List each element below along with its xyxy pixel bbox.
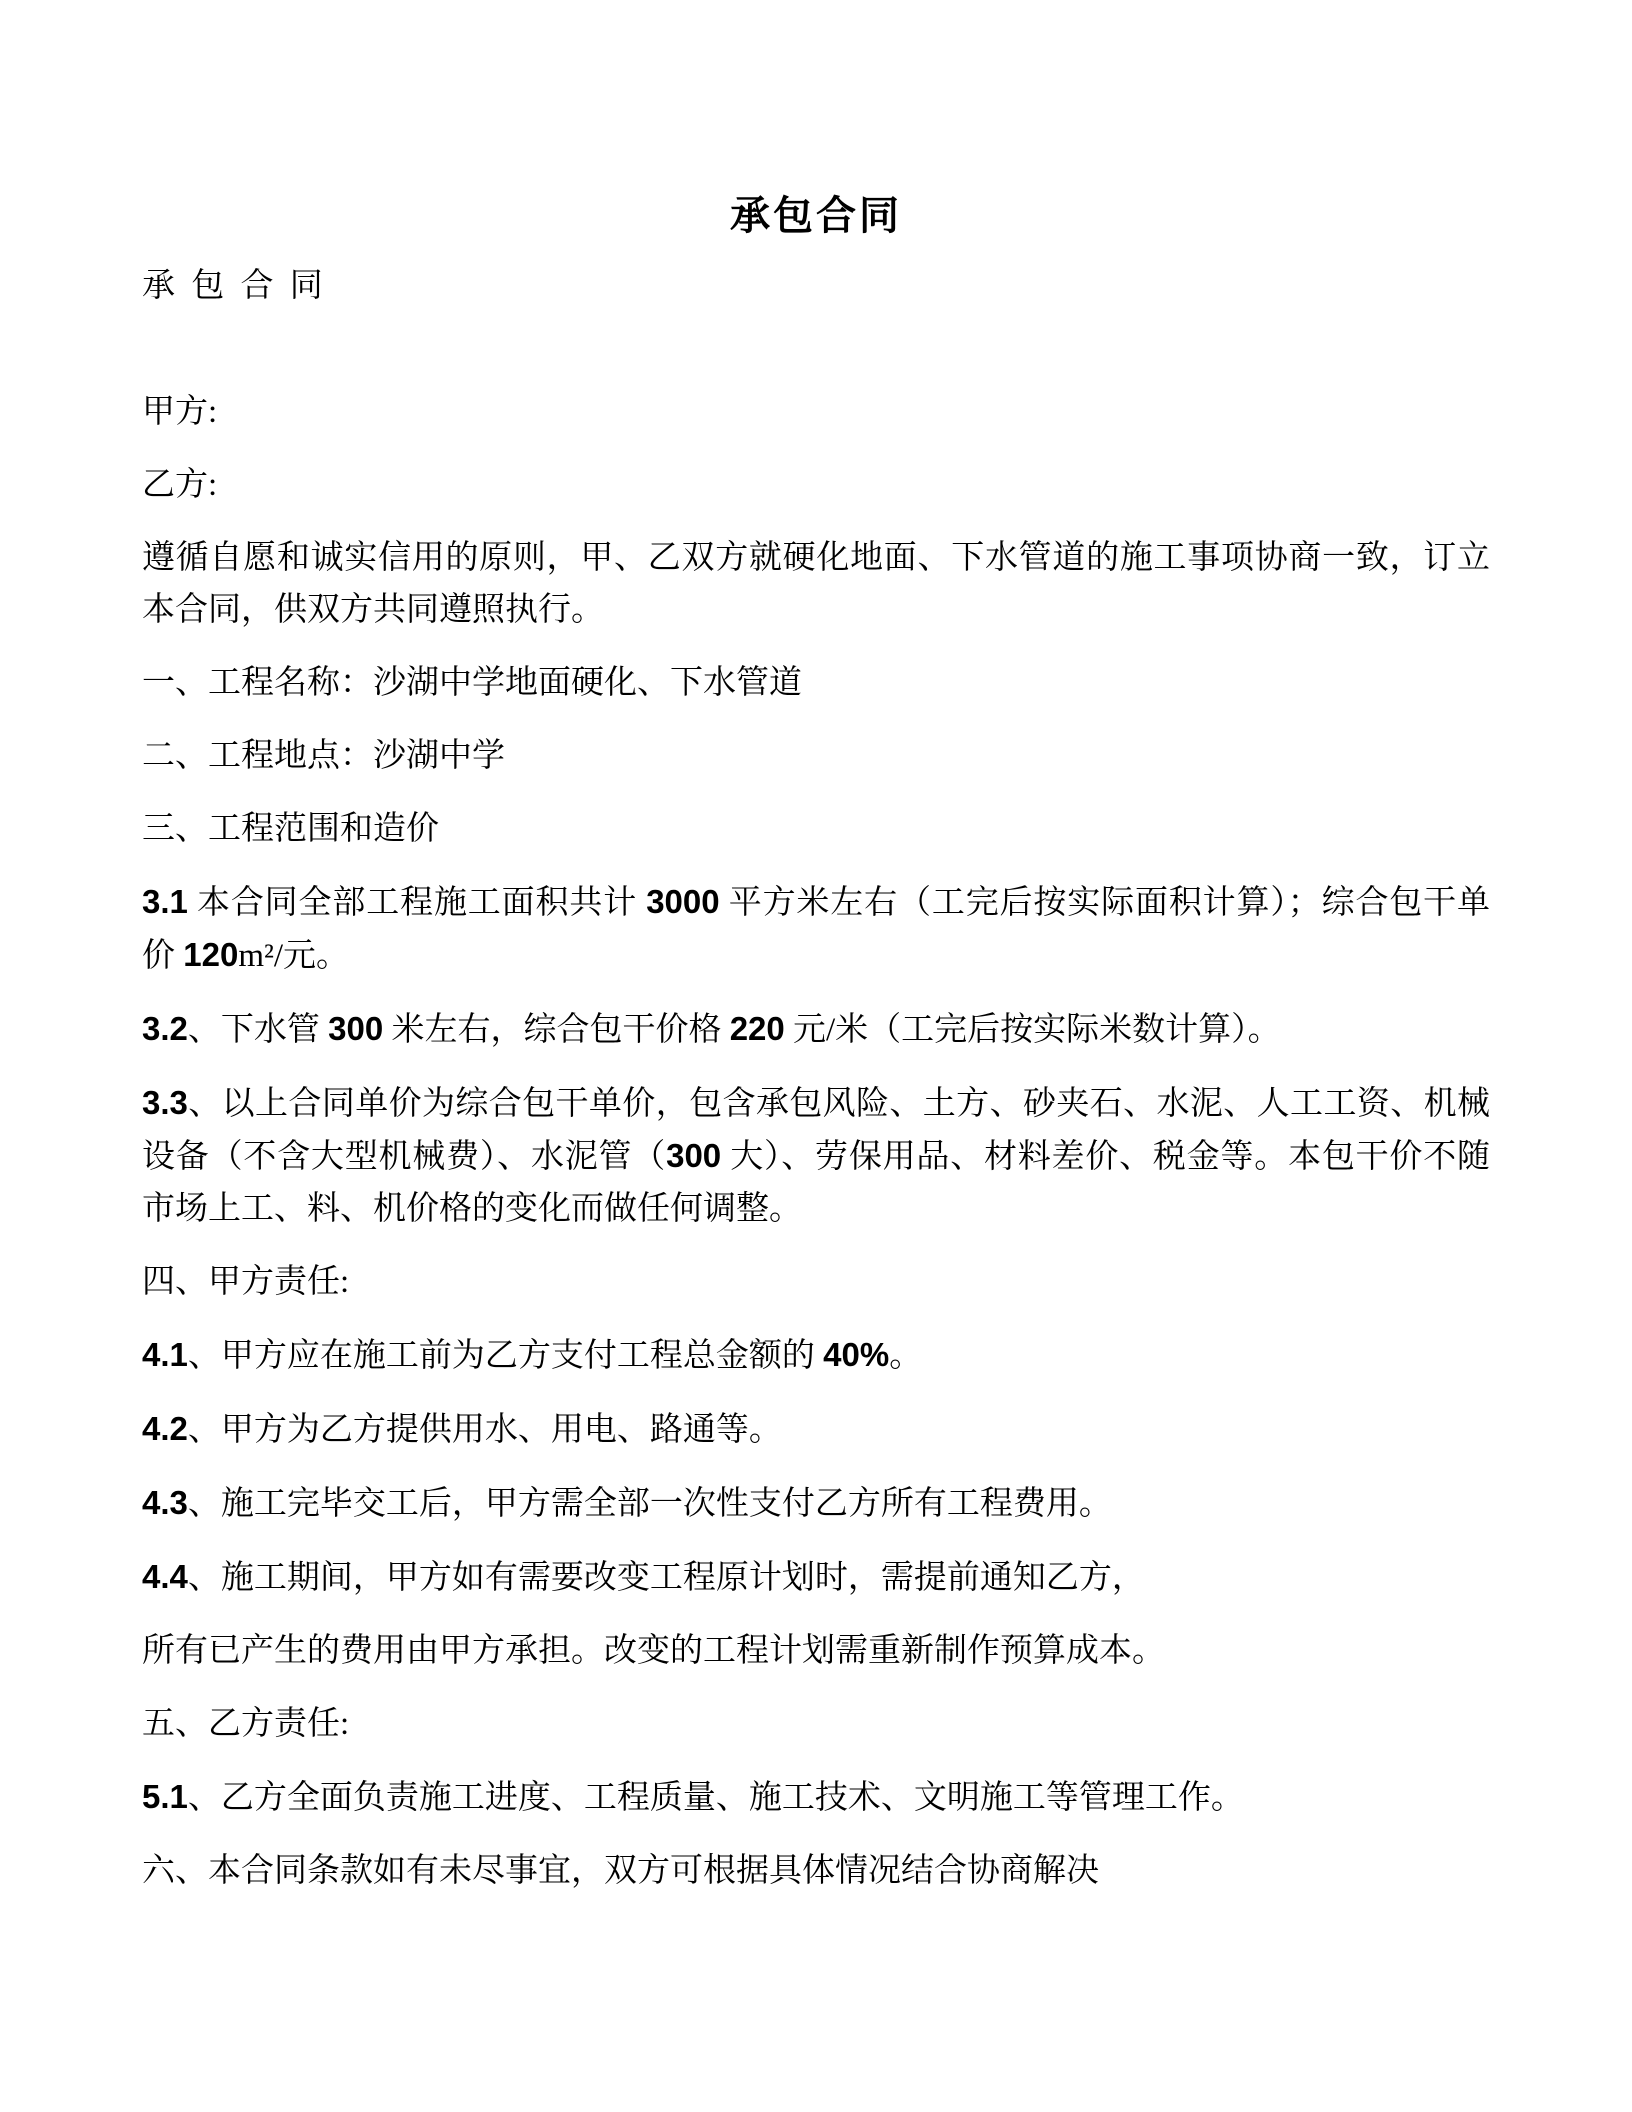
clause-3-2-length-value: 300 [328,1010,384,1047]
clause-4-3-text: 、施工完毕交工后，甲方需全部一次性支付乙方所有工程费用。 [187,1486,1112,1522]
clause-3-1-text-3: m²/元。 [238,938,350,974]
clause-3-3 [142,1077,1490,1235]
clause-4-2-number: 4.2 [142,1410,188,1447]
clause-4-3 [142,1477,1490,1530]
clause-3-1-area-value: 3000 [646,883,720,920]
clause-4-2-text: 、甲方为乙方提供用水、用电、路通等。 [187,1412,782,1448]
clause-3-3-text-2: 大）、劳保用品、材料差价、税金等。本包干价不随市场上工、料、机价格的变化而做任何调整。 [142,1139,1491,1227]
section-2-project-location: 二、工程地点：沙湖中学 [142,738,505,774]
section-5-party-b-duties: 五、乙方责任: [142,1706,350,1742]
section-1-project-name: 一、工程名称：沙湖中学地面硬化、下水管道 [142,665,802,701]
preamble-paragraph: 遵循自愿和诚实信用的原则，甲、乙双方就硬化地面、下水管道的施工事项协商一致，订立本合同，供双方共同遵照执行。 [142,540,1490,628]
document-subtitle: 承 包 合 同 [142,268,327,304]
clause-3-1-text-2: 平方米左右（工完后按实际面积计算）；综合包干单价 [142,885,1491,974]
clause-5-1-text: 、乙方全面负责施工进度、工程质量、施工技术、文明施工等管理工作。 [187,1780,1244,1816]
party-b-line: 乙方: [142,467,218,503]
clause-5-1-number: 5.1 [142,1778,188,1815]
clause-3-2-price-value: 220 [729,1010,785,1047]
clause-4-4-continuation: 所有已产生的费用由甲方承担。改变的工程计划需重新制作预算成本。 [142,1633,1165,1669]
section-4-party-a-duties: 四、甲方责任: [142,1264,350,1300]
party-a-line: 甲方: [142,394,218,430]
clause-3-1 [142,876,1490,982]
clause-4-1-text-1: 、甲方应在施工前为乙方支付工程总金额的 [187,1338,824,1374]
clause-3-2-text-3: 元/米（工完后按实际米数计算）。 [784,1012,1281,1048]
clause-4-2 [142,1403,1490,1456]
section-3-scope-and-cost: 三、工程范围和造价 [142,811,439,847]
clause-4-4-text: 、施工期间，甲方如有需要改变工程原计划时，需提前通知乙方， [187,1560,1145,1596]
clause-4-1-text-2: 。 [889,1338,923,1374]
clause-5-1 [142,1771,1490,1824]
clause-3-1-text-1: 本合同全部工程施工面积共计 [187,885,647,921]
clause-4-3-number: 4.3 [142,1484,188,1521]
clause-3-2-number: 3.2 [142,1010,188,1047]
section-6-miscellaneous: 六、本合同条款如有未尽事宜，双方可根据具体情况结合协商解决 [142,1853,1099,1889]
clause-3-1-number: 3.1 [142,883,188,920]
clause-4-1-percent-value: 40% [823,1336,890,1373]
clause-3-2-text-1: 、下水管 [187,1012,329,1048]
clause-3-2-text-2: 米左右，综合包干价格 [383,1012,730,1048]
clause-3-2 [142,1003,1490,1056]
clause-3-3-pipe-value: 300 [666,1137,722,1174]
clause-4-1 [142,1329,1490,1382]
clause-3-3-number: 3.3 [142,1084,188,1121]
clause-4-4 [142,1551,1490,1604]
clause-4-4-number: 4.4 [142,1558,188,1595]
clause-3-1-price-value: 120 [183,936,239,973]
clause-3-3-text-1: 、以上合同单价为综合包干单价，包含承包风险、土方、砂夹石、水泥、人工工资、机械设备（不含大型机械费）、水泥管（ [142,1086,1490,1175]
clause-4-1-number: 4.1 [142,1336,188,1373]
document-title: 承包合同 [730,194,902,238]
